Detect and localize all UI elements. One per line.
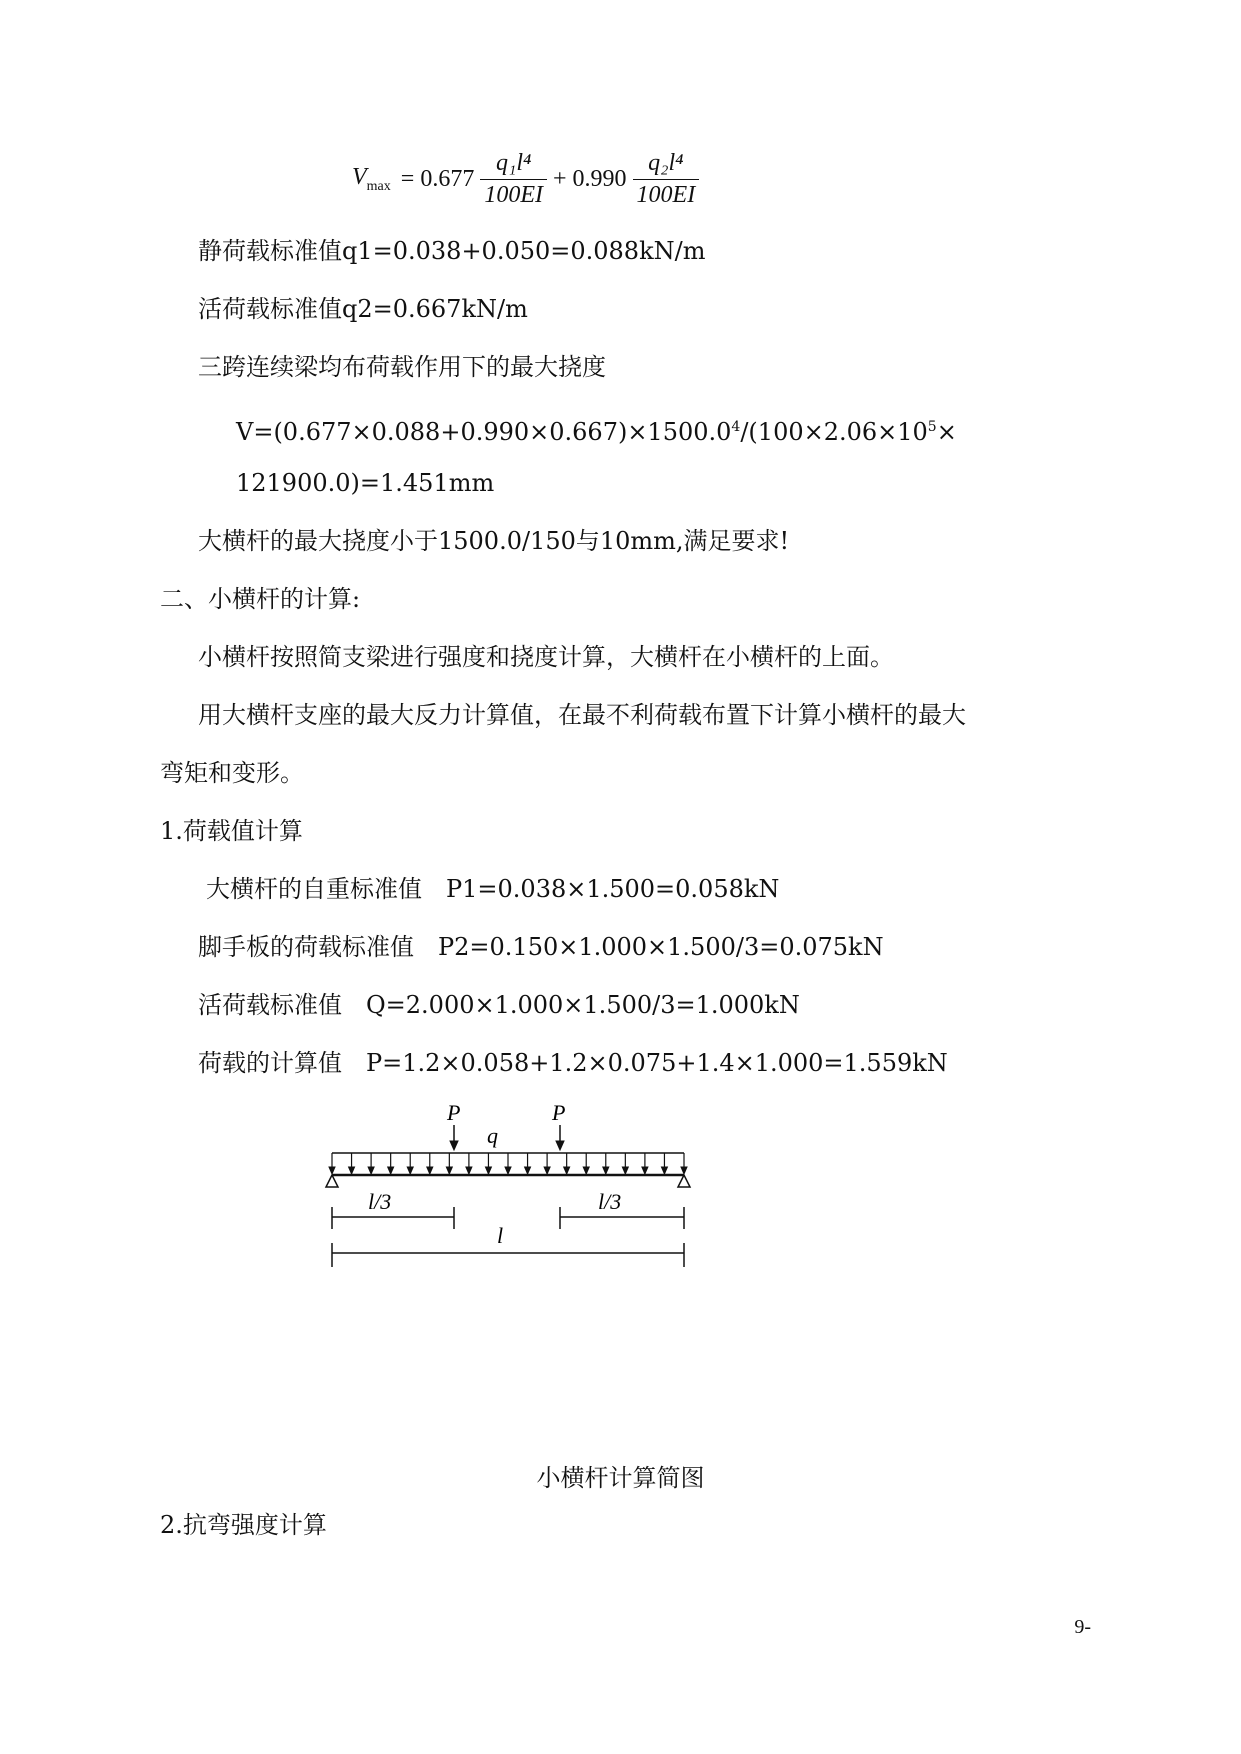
dimension-l3-left (332, 1207, 454, 1229)
load-arrow-head (485, 1167, 491, 1174)
distributed-load (329, 1153, 687, 1174)
load-line-3: 活荷载标准值 Q=2.000×1.000×1.500/3=1.000kN (198, 991, 800, 1019)
load-arrow-head (427, 1167, 433, 1174)
load-arrow-head (505, 1167, 511, 1174)
subheading-2: 2.抗弯强度计算 (160, 1511, 327, 1539)
load-arrow-head (525, 1167, 531, 1174)
section-heading: 二、小横杆的计算: (160, 585, 361, 613)
label-q: q (487, 1123, 498, 1148)
right-support-icon (678, 1175, 690, 1187)
figure-caption: 小横杆计算简图 (536, 1464, 705, 1492)
dimension-l3-right (560, 1207, 684, 1229)
load-arrow-head (388, 1167, 394, 1174)
deflection-formula (352, 150, 705, 209)
page-number: 9- (1074, 1616, 1091, 1638)
dimension-l (332, 1243, 684, 1267)
subheading-1: 1.荷载值计算 (160, 817, 303, 845)
load-arrow-head (407, 1167, 413, 1174)
load-arrow-head (603, 1167, 609, 1174)
q1-line: 静荷载标准值q1=0.038+0.050=0.088kN/m (198, 237, 706, 265)
paragraph-2b: 弯矩和变形。 (160, 759, 304, 787)
label-l3-right: l/3 (598, 1189, 622, 1214)
load-line-2: 脚手板的荷载标准值 P2=0.150×1.000×1.500/3=0.075kN (198, 933, 884, 961)
left-support-icon (326, 1175, 338, 1187)
label-p-left: P (447, 1100, 461, 1125)
formula-coef1: = 0.677 (400, 166, 475, 192)
load-arrow-head (329, 1167, 335, 1174)
load-arrow-head (466, 1167, 472, 1174)
formula-lhs: $V_{max}$ (352, 164, 391, 194)
load-arrow-head (681, 1167, 687, 1174)
label-p-right: P (552, 1100, 566, 1125)
paragraph-1: 小横杆按照简支梁进行强度和挠度计算，大横杆在小横杆的上面。 (198, 643, 894, 671)
load-arrow-head (368, 1167, 374, 1174)
load-arrow-head (642, 1167, 648, 1174)
v-equation-line1: $V=(0.677\times 0.088+0.990\times 0.667)\times 1500.0^4/(100\times 2.06\times 10^5\times$ (236, 418, 957, 446)
load-arrow-head (661, 1167, 667, 1174)
load-arrow-head (349, 1167, 355, 1174)
formula-frac1: $\frac{\text{q₁l⁴}}{100EI}$ (480, 150, 547, 209)
label-l3-left: l/3 (368, 1189, 392, 1214)
load-line-4: 荷载的计算值 P=1.2×0.058+1.2×0.075+1.4×1.000=1.559kN (198, 1049, 948, 1077)
load-arrow-head (544, 1167, 550, 1174)
conclusion-line: 大横杆的最大挠度小于1500.0/150与10mm,满足要求! (198, 527, 790, 555)
deflection-title: 三跨连续梁均布荷载作用下的最大挠度 (198, 353, 606, 381)
load-arrow-head (622, 1167, 628, 1174)
point-load-arrows (450, 1125, 564, 1150)
load-line-1: 大横杆的自重标准值 P1=0.038×1.500=0.058kN (206, 875, 780, 903)
load-arrow-head (446, 1167, 452, 1174)
beam-diagram (0, 1095, 1241, 1395)
q2-line: 活荷载标准值q2=0.667kN/m (198, 295, 528, 323)
load-arrow-head (583, 1167, 589, 1174)
load-arrow-head (564, 1167, 570, 1174)
formula-coef2: + 0.990 (552, 166, 627, 192)
label-l: l (497, 1223, 504, 1248)
paragraph-2a: 用大横杆支座的最大反力计算值，在最不利荷载布置下计算小横杆的最大 (198, 701, 966, 729)
v-equation-line2: 121900.0)=1.451mm (236, 469, 495, 497)
formula-frac2: $\frac{\text{q₂l⁴}}{100EI}$ (633, 150, 700, 209)
